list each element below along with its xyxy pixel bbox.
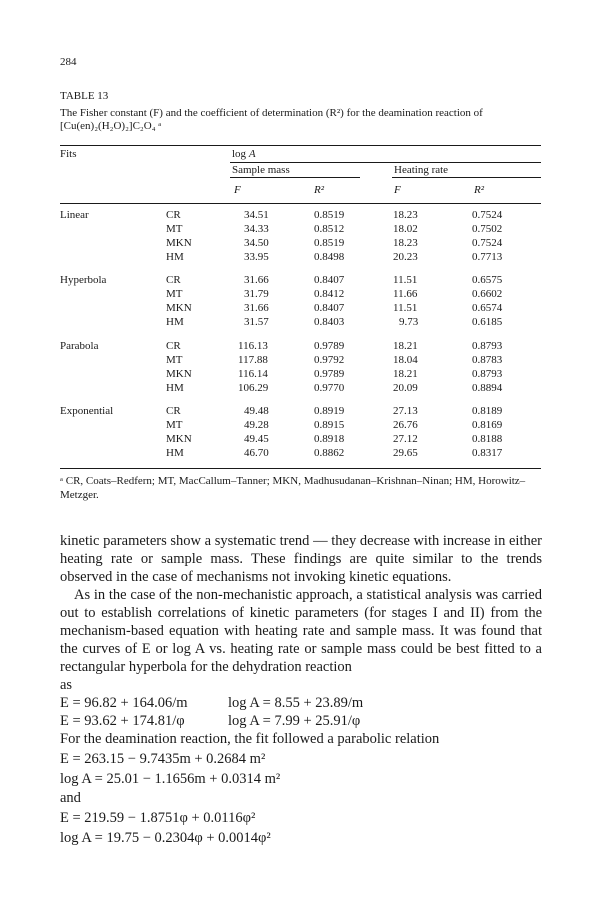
hr-r2-cell: 0.6575	[472, 274, 503, 286]
sm-r2-cell: 0.9792	[314, 354, 345, 366]
hr-f-cell: 18.04	[393, 354, 418, 366]
hr-f-cell: 27.12	[393, 433, 418, 445]
paragraph: and	[60, 790, 81, 806]
equation: log A = 25.01 − 1.1656m + 0.0314 m²	[60, 771, 281, 787]
hr-f-cell: 20.23	[393, 251, 418, 263]
method-cell: HM	[166, 447, 184, 459]
sm-r2-cell: 0.9770	[314, 382, 345, 394]
method-cell: CR	[166, 274, 181, 286]
hr-r2-cell: 0.7713	[472, 251, 503, 263]
method-cell: MKN	[166, 368, 192, 380]
table-footnote: ᵃ CR, Coats–Redfern; MT, MacCallum–Tanner; MKN, Madhusudanan–Krishnan–Ninan; HM, Horowitz–Metzger.	[60, 475, 526, 501]
sm-f-cell: 31.57	[244, 316, 269, 328]
sm-r2-cell: 0.8519	[314, 209, 345, 221]
header-fits: Fits	[60, 148, 77, 160]
equation: log A = 8.55 + 23.89/m	[228, 695, 364, 711]
method-cell: MKN	[166, 302, 192, 314]
hr-r2-cell: 0.7524	[472, 237, 503, 249]
sm-f-cell: 31.66	[244, 302, 269, 314]
equation: E = 96.82 + 164.06/m	[60, 695, 188, 711]
equation: E = 219.59 − 1.8751φ + 0.0116φ²	[60, 810, 256, 826]
sm-f-cell: 49.45	[244, 433, 269, 445]
method-cell: HM	[166, 382, 184, 394]
sm-r2-cell: 0.8512	[314, 223, 345, 235]
header-sm-r2: R²	[314, 184, 325, 196]
method-cell: MKN	[166, 237, 192, 249]
method-cell: MT	[166, 419, 183, 431]
hr-r2-cell: 0.8317	[472, 447, 503, 459]
sm-r2-cell: 0.8862	[314, 447, 345, 459]
hr-f-cell: 11.51	[393, 274, 418, 286]
sample-mass-rule	[230, 177, 360, 178]
sm-f-cell: 49.28	[244, 419, 269, 431]
header-bottom-rule	[60, 203, 541, 204]
sm-r2-cell: 0.9789	[314, 340, 345, 352]
group-name: Exponential	[60, 405, 114, 417]
method-cell: MT	[166, 223, 183, 235]
sm-r2-cell: 0.8918	[314, 433, 345, 445]
hr-r2-cell: 0.8189	[472, 405, 503, 417]
log-a-rule	[230, 162, 541, 163]
group-name: Linear	[60, 209, 89, 221]
sm-r2-cell: 0.8407	[314, 302, 345, 314]
sm-f-cell: 116.14	[238, 368, 268, 380]
header-sm-f: F	[234, 184, 241, 196]
hr-f-cell: 29.65	[393, 447, 418, 459]
hr-f-cell: 18.02	[393, 223, 418, 235]
sm-r2-cell: 0.8915	[314, 419, 345, 431]
header-hr-r2: R²	[474, 184, 485, 196]
sm-f-cell: 117.88	[238, 354, 268, 366]
hr-f-cell: 18.21	[393, 340, 418, 352]
table-top-rule	[60, 145, 541, 146]
hr-r2-cell: 0.6185	[472, 316, 503, 328]
sm-f-cell: 31.66	[244, 274, 269, 286]
sm-f-cell: 34.50	[244, 237, 269, 249]
method-cell: CR	[166, 340, 181, 352]
sm-r2-cell: 0.8412	[314, 288, 345, 300]
table-caption: The Fisher constant (F) and the coefficient of determination (R²) for the deamination reaction of [Cu(en)₂(H₂O)₂]C₂O₄ ᵃ	[60, 107, 483, 132]
equation: log A = 19.75 − 0.2304φ + 0.0014φ²	[60, 830, 271, 846]
hr-f-cell: 11.51	[393, 302, 418, 314]
paragraph: For the deamination reaction, the fit followed a parabolic relation	[60, 731, 440, 747]
hr-f-cell: 20.09	[393, 382, 418, 394]
table-caption-block	[60, 90, 540, 133]
header-log-a-symbol: A	[248, 148, 256, 160]
hr-f-cell: 27.13	[393, 405, 418, 417]
header-sample-mass: Sample mass	[232, 164, 290, 176]
hr-f-cell: 18.23	[393, 237, 418, 249]
method-cell: CR	[166, 209, 181, 221]
hr-r2-cell: 0.8894	[472, 382, 503, 394]
sm-r2-cell: 0.8407	[314, 274, 345, 286]
hr-r2-cell: 0.8169	[472, 419, 503, 431]
hr-f-cell: 9.73	[399, 316, 419, 328]
equation: log A = 7.99 + 25.91/φ	[228, 713, 361, 729]
hr-f-cell: 26.76	[393, 419, 418, 431]
sm-f-cell: 31.79	[244, 288, 269, 300]
method-cell: MT	[166, 354, 183, 366]
hr-r2-cell: 0.8783	[472, 354, 503, 366]
hr-f-cell: 11.66	[393, 288, 418, 300]
paragraph: as	[60, 677, 73, 693]
heating-rate-rule	[392, 177, 541, 178]
hr-r2-cell: 0.7524	[472, 209, 503, 221]
method-cell: HM	[166, 251, 184, 263]
sm-f-cell: 34.51	[244, 209, 269, 221]
equation: E = 93.62 + 174.81/φ	[60, 713, 185, 729]
method-cell: MKN	[166, 433, 192, 445]
sm-r2-cell: 0.8519	[314, 237, 345, 249]
hr-r2-cell: 0.8793	[472, 368, 503, 380]
header-hr-f: F	[394, 184, 401, 196]
sm-f-cell: 106.29	[238, 382, 269, 394]
table-bottom-rule	[60, 468, 541, 469]
paragraph: As in the case of the non-mechanistic approach, a statistical analysis was carried out to establish correlations of kinetic parameters (for stages I and II) from the mechanism-based equation with heating rate and sample mass. It was found that the curves of E or log A vs. heating rate or sample mass could be best fitted to a rectangular hyperbola for the dehydration reaction	[60, 587, 542, 675]
sm-r2-cell: 0.8498	[314, 251, 345, 263]
sm-f-cell: 33.95	[244, 251, 269, 263]
sm-r2-cell: 0.8403	[314, 316, 345, 328]
hr-f-cell: 18.21	[393, 368, 418, 380]
hr-r2-cell: 0.8188	[472, 433, 503, 445]
sm-f-cell: 46.70	[244, 447, 269, 459]
sm-f-cell: 34.33	[244, 223, 269, 235]
hr-f-cell: 18.23	[393, 209, 418, 221]
header-heating-rate: Heating rate	[394, 164, 449, 176]
paragraph: kinetic parameters show a systematic trend — they decrease with increase in either heating rate or sample mass. These findings are quite similar to the trends observed in the case of mechanisms not invoking kinetic equations.	[60, 533, 542, 585]
sm-r2-cell: 0.8919	[314, 405, 345, 417]
table-label: TABLE 13	[60, 90, 109, 102]
group-name: Hyperbola	[60, 274, 107, 286]
sm-r2-cell: 0.9789	[314, 368, 345, 380]
hr-r2-cell: 0.8793	[472, 340, 503, 352]
method-cell: CR	[166, 405, 181, 417]
equation: E = 263.15 − 9.7435m + 0.2684 m²	[60, 751, 266, 767]
sm-f-cell: 116.13	[238, 340, 268, 352]
hr-r2-cell: 0.7502	[472, 223, 503, 235]
body-text	[60, 532, 542, 694]
header-log-a: log A	[232, 148, 256, 160]
method-cell: HM	[166, 316, 184, 328]
method-cell: MT	[166, 288, 183, 300]
sm-f-cell: 49.48	[244, 405, 269, 417]
page-number: 284	[60, 56, 77, 68]
hr-r2-cell: 0.6602	[472, 288, 503, 300]
hr-r2-cell: 0.6574	[472, 302, 503, 314]
group-name: Parabola	[60, 340, 99, 352]
